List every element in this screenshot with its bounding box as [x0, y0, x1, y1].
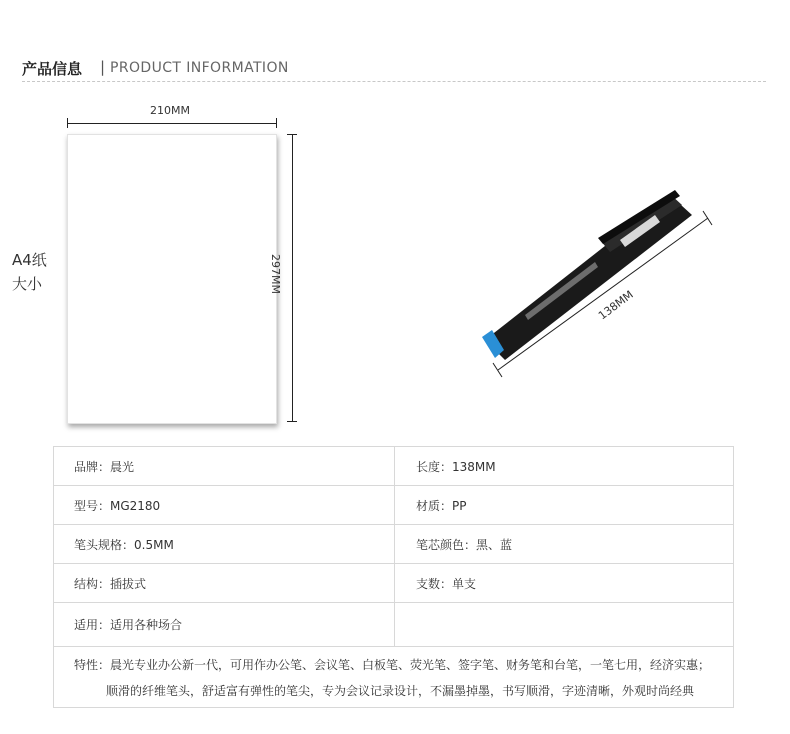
spec-ink-color: 笔芯颜色：黑、蓝	[416, 537, 513, 552]
header-divider	[22, 81, 766, 82]
table-row	[54, 603, 733, 647]
section-title-en: PRODUCT INFORMATION	[110, 60, 289, 76]
spec-quantity: 支数：单支	[416, 576, 477, 591]
spec-table	[53, 446, 734, 708]
paper-width-label: 210MM	[150, 104, 190, 117]
paper-width-dimension	[67, 118, 277, 128]
section-title-cn: 产品信息	[22, 60, 83, 78]
spec-material: 材质：PP	[416, 498, 467, 513]
a4-caption-line2: 大小	[12, 275, 43, 293]
pen-body	[482, 190, 692, 360]
pen-length-label: 138MM	[596, 287, 636, 323]
spec-length: 长度：138MM	[416, 459, 496, 474]
pen-image	[470, 180, 720, 380]
a4-size-caption	[12, 248, 47, 296]
paper-height-label: 297MM	[269, 254, 282, 294]
features-line2: 顺滑的纤维笔头，舒适富有弹性的笔尖，专为会议记录设计，不漏墨掉墨，书写顺滑，字迹清晰，外观时尚经典	[106, 684, 695, 698]
spec-brand: 品牌：晨光	[74, 459, 135, 474]
paper-height-dimension	[287, 134, 297, 422]
table-row	[54, 525, 733, 564]
spec-usage: 适用：适用各种场合	[74, 618, 183, 632]
features-line1: 特性：晨光专业办公新一代，可用作办公笔、会议笔、白板笔、荧光笔、签字笔、财务笔和台笔，一笔七用，经济实惠；	[74, 658, 711, 672]
table-row	[54, 447, 733, 486]
spec-nib-size: 笔头规格：0.5MM	[74, 537, 174, 552]
a4-paper-image	[67, 134, 277, 424]
spec-features	[54, 647, 733, 707]
spec-structure: 结构：插拔式	[74, 576, 147, 591]
spec-model: 型号：MG2180	[74, 498, 161, 513]
spec-empty	[416, 603, 716, 646]
section-header	[22, 58, 766, 82]
table-row	[54, 486, 733, 525]
table-row	[54, 564, 733, 603]
title-separator: |	[100, 58, 106, 76]
a4-caption-line1: A4纸	[12, 251, 47, 269]
